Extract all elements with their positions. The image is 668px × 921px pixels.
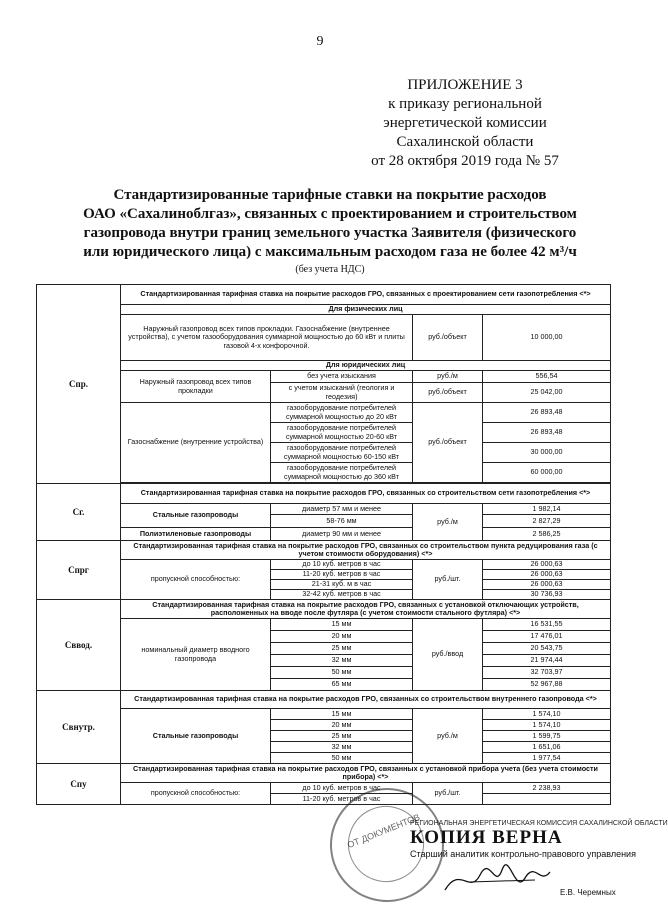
copy-stamp-position: Старший аналитик контрольно-правового управления	[410, 849, 636, 859]
copy-stamp	[410, 820, 668, 897]
value-cell: 1 977,54	[483, 753, 611, 764]
value-cell: 26 000,63	[483, 580, 611, 590]
section-header-spu: Стандартизированная тарифная ставка на покрытие расходов ГРО, связанных с установкой прибора учета (без учета стоимости прибора) <*>	[121, 764, 611, 783]
symbol-sprg: Cпрг	[37, 541, 121, 600]
appendix-line: энергетической комиссии	[383, 115, 547, 131]
diameter-label: номинальный диаметр вводного газопровода	[121, 619, 271, 691]
cond-cell: 50 мм	[271, 667, 413, 679]
page-number: 9	[316, 34, 324, 49]
unit-cell: руб./объект	[413, 403, 483, 483]
unit-cell: руб./м	[413, 709, 483, 764]
value-cell: 1 982,14	[483, 504, 611, 515]
cond-cell: с учетом изысканий (геология и геодезия)	[271, 383, 413, 403]
unit-cell: руб./шт.	[413, 783, 483, 805]
value-cell: 16 531,55	[483, 619, 611, 631]
signature	[440, 860, 570, 900]
legal-header: Для юридических лиц	[121, 361, 611, 371]
title-line: или юридического лица) с максимальным расходом газа не более 42 м³/ч	[83, 244, 577, 260]
cond-cell: 65 мм	[271, 679, 413, 691]
capacity-label: пропускной способностью:	[121, 560, 271, 600]
appendix-line: от 28 октября 2019 года № 57	[371, 153, 559, 169]
section-header-sprg: Стандартизированная тарифная ставка на покрытие расходов ГРО, связанных со строительством пункта редуцирования газа (с учетом стоимости оборудования) <*>	[121, 541, 611, 560]
capacity-label: пропускной способностью:	[121, 783, 271, 805]
value-cell: 32 703,97	[483, 667, 611, 679]
poly-label: Полиэтиленовые газопроводы	[121, 528, 271, 541]
value-cell: 1 651,06	[483, 742, 611, 753]
cond-cell: газооборудование потребителей суммарной мощностью до 20 кВт	[271, 403, 413, 423]
value-cell: 26 000,63	[483, 570, 611, 580]
unit-cell: руб./м	[413, 371, 483, 383]
unit-cell: руб./объект	[413, 383, 483, 403]
value-cell: 2 586,25	[483, 528, 611, 541]
inner-label: Газоснабжение (внутренние устройства)	[121, 403, 271, 483]
value-cell: 1 574,10	[483, 720, 611, 731]
copy-stamp-title: КОПИЯ ВЕРНА	[410, 827, 563, 848]
value-cell: 2 827,29	[483, 515, 611, 528]
value-cell: 17 476,01	[483, 631, 611, 643]
unit-cell: руб./м	[413, 504, 483, 541]
value-cell: 26 893,48	[483, 403, 611, 423]
cond-cell: 25 мм	[271, 643, 413, 655]
value-cell: 20 543,75	[483, 643, 611, 655]
steel-label: Стальные газопроводы	[121, 504, 271, 528]
tariff-table	[36, 284, 611, 805]
symbol-svvod: Cввод.	[37, 600, 121, 691]
unit-cell: руб./шт.	[413, 560, 483, 600]
value-cell: 52 967,88	[483, 679, 611, 691]
cond-cell: 11-20 куб. метров в час	[271, 570, 413, 580]
symbol-spr: Cпр.	[37, 285, 121, 484]
cond-cell: 15 мм	[271, 619, 413, 631]
appendix-line: ПРИЛОЖЕНИЕ 3	[407, 77, 523, 93]
value-cell: 2 238,93	[483, 783, 611, 794]
vat-note: (без учета НДС)	[295, 264, 365, 275]
appendix-line: Сахалинской области	[396, 134, 534, 150]
section-header-spr: Стандартизированная тарифная ставка на покрытие расходов ГРО, связанных с проектированием сети газопотребления <*>	[121, 285, 611, 305]
round-seal-text: ОТ ДОКУМЕНТОВ	[345, 811, 422, 851]
value-cell: 26 893,48	[483, 423, 611, 443]
cond-cell: 58-76 мм	[271, 515, 413, 528]
cond-cell: 32 мм	[271, 655, 413, 667]
cond-cell: диаметр 90 мм и менее	[271, 528, 413, 541]
section-header-svvod: Стандартизированная тарифная ставка на покрытие расходов ГРО, связанных с установкой отключающих устройств, расположенных на вводе после футляра (с учетом стоимости стального футляра) <*>	[121, 600, 611, 619]
phys-desc: Наружный газопровод всех типов прокладки. Газоснабжение (внутреннее устройства), с учетом газооборудования суммарной мощностью до 60 кВт и плиты газовой 4-х конфорочной.	[121, 315, 413, 361]
cond-cell: 50 мм	[271, 753, 413, 764]
document-title	[40, 186, 620, 262]
steel-label: Стальные газопроводы	[121, 709, 271, 764]
cond-cell: газооборудование потребителей суммарной мощностью до 360 кВт	[271, 463, 413, 483]
unit-cell: руб./объект	[413, 315, 483, 361]
symbol-svnutr: Cвнутр.	[37, 691, 121, 764]
value-cell: 1 574,10	[483, 709, 611, 720]
value-cell: 1 599,75	[483, 731, 611, 742]
copy-stamp-org: РЕГИОНАЛЬНАЯ ЭНЕРГЕТИЧЕСКАЯ КОМИССИЯ САХАЛИНСКОЙ ОБЛАСТИ	[410, 820, 668, 827]
cond-cell: 20 мм	[271, 720, 413, 731]
cond-cell: 32-42 куб. метров в час	[271, 590, 413, 600]
symbol-sg: Cг.	[37, 484, 121, 541]
cond-cell: до 10 куб. метров в час	[271, 560, 413, 570]
value-cell: 60 000,00	[483, 463, 611, 483]
cond-cell: 15 мм	[271, 709, 413, 720]
value-cell: 26 000,63	[483, 560, 611, 570]
cond-cell: газооборудование потребителей суммарной мощностью 60-150 кВт	[271, 443, 413, 463]
cond-cell: 11-20 куб. метров в час	[271, 794, 413, 805]
value-cell: 556,54	[483, 371, 611, 383]
cond-cell: 32 мм	[271, 742, 413, 753]
value-cell: 30 736,93	[483, 590, 611, 600]
value-cell: 10 000,00	[483, 315, 611, 361]
value-cell: 21 974,44	[483, 655, 611, 667]
phys-header: Для физических лиц	[121, 305, 611, 315]
cond-cell: до 10 куб. метров в час	[271, 783, 413, 794]
section-header-sg: Стандартизированная тарифная ставка на покрытие расходов ГРО, связанных со строительством сети газопотребления <*>	[121, 484, 611, 504]
cond-cell: 20 мм	[271, 631, 413, 643]
cond-cell: газооборудование потребителей суммарной мощностью 20-60 кВт	[271, 423, 413, 443]
section-header-svnutr: Стандартизированная тарифная ставка на покрытие расходов ГРО, связанных со строительством внутреннего газопровода <*>	[121, 691, 611, 709]
title-line: Стандартизированные тарифные ставки на покрытие расходов	[113, 187, 547, 203]
appendix-block	[350, 76, 580, 171]
cond-cell: без учета изыскания	[271, 371, 413, 383]
cond-cell: диаметр 57 мм и менее	[271, 504, 413, 515]
outer-label: Наружный газопровод всех типов прокладки	[121, 371, 271, 403]
symbol-spu: Cпу	[37, 764, 121, 805]
title-line: газопровода внутри границ земельного участка Заявителя (физического	[83, 225, 577, 241]
value-cell	[483, 794, 611, 805]
value-cell: 30 000,00	[483, 443, 611, 463]
cond-cell: 25 мм	[271, 731, 413, 742]
appendix-line: к приказу региональной	[388, 96, 542, 112]
title-line: ОАО «Сахалиноблгаз», связанных с проектированием и строительством	[83, 206, 577, 222]
cond-cell: 21-31 куб. м в час	[271, 580, 413, 590]
copy-stamp-signer: Е.В. Черемных	[560, 888, 616, 897]
value-cell: 25 042,00	[483, 383, 611, 403]
unit-cell: руб./ввод	[413, 619, 483, 691]
